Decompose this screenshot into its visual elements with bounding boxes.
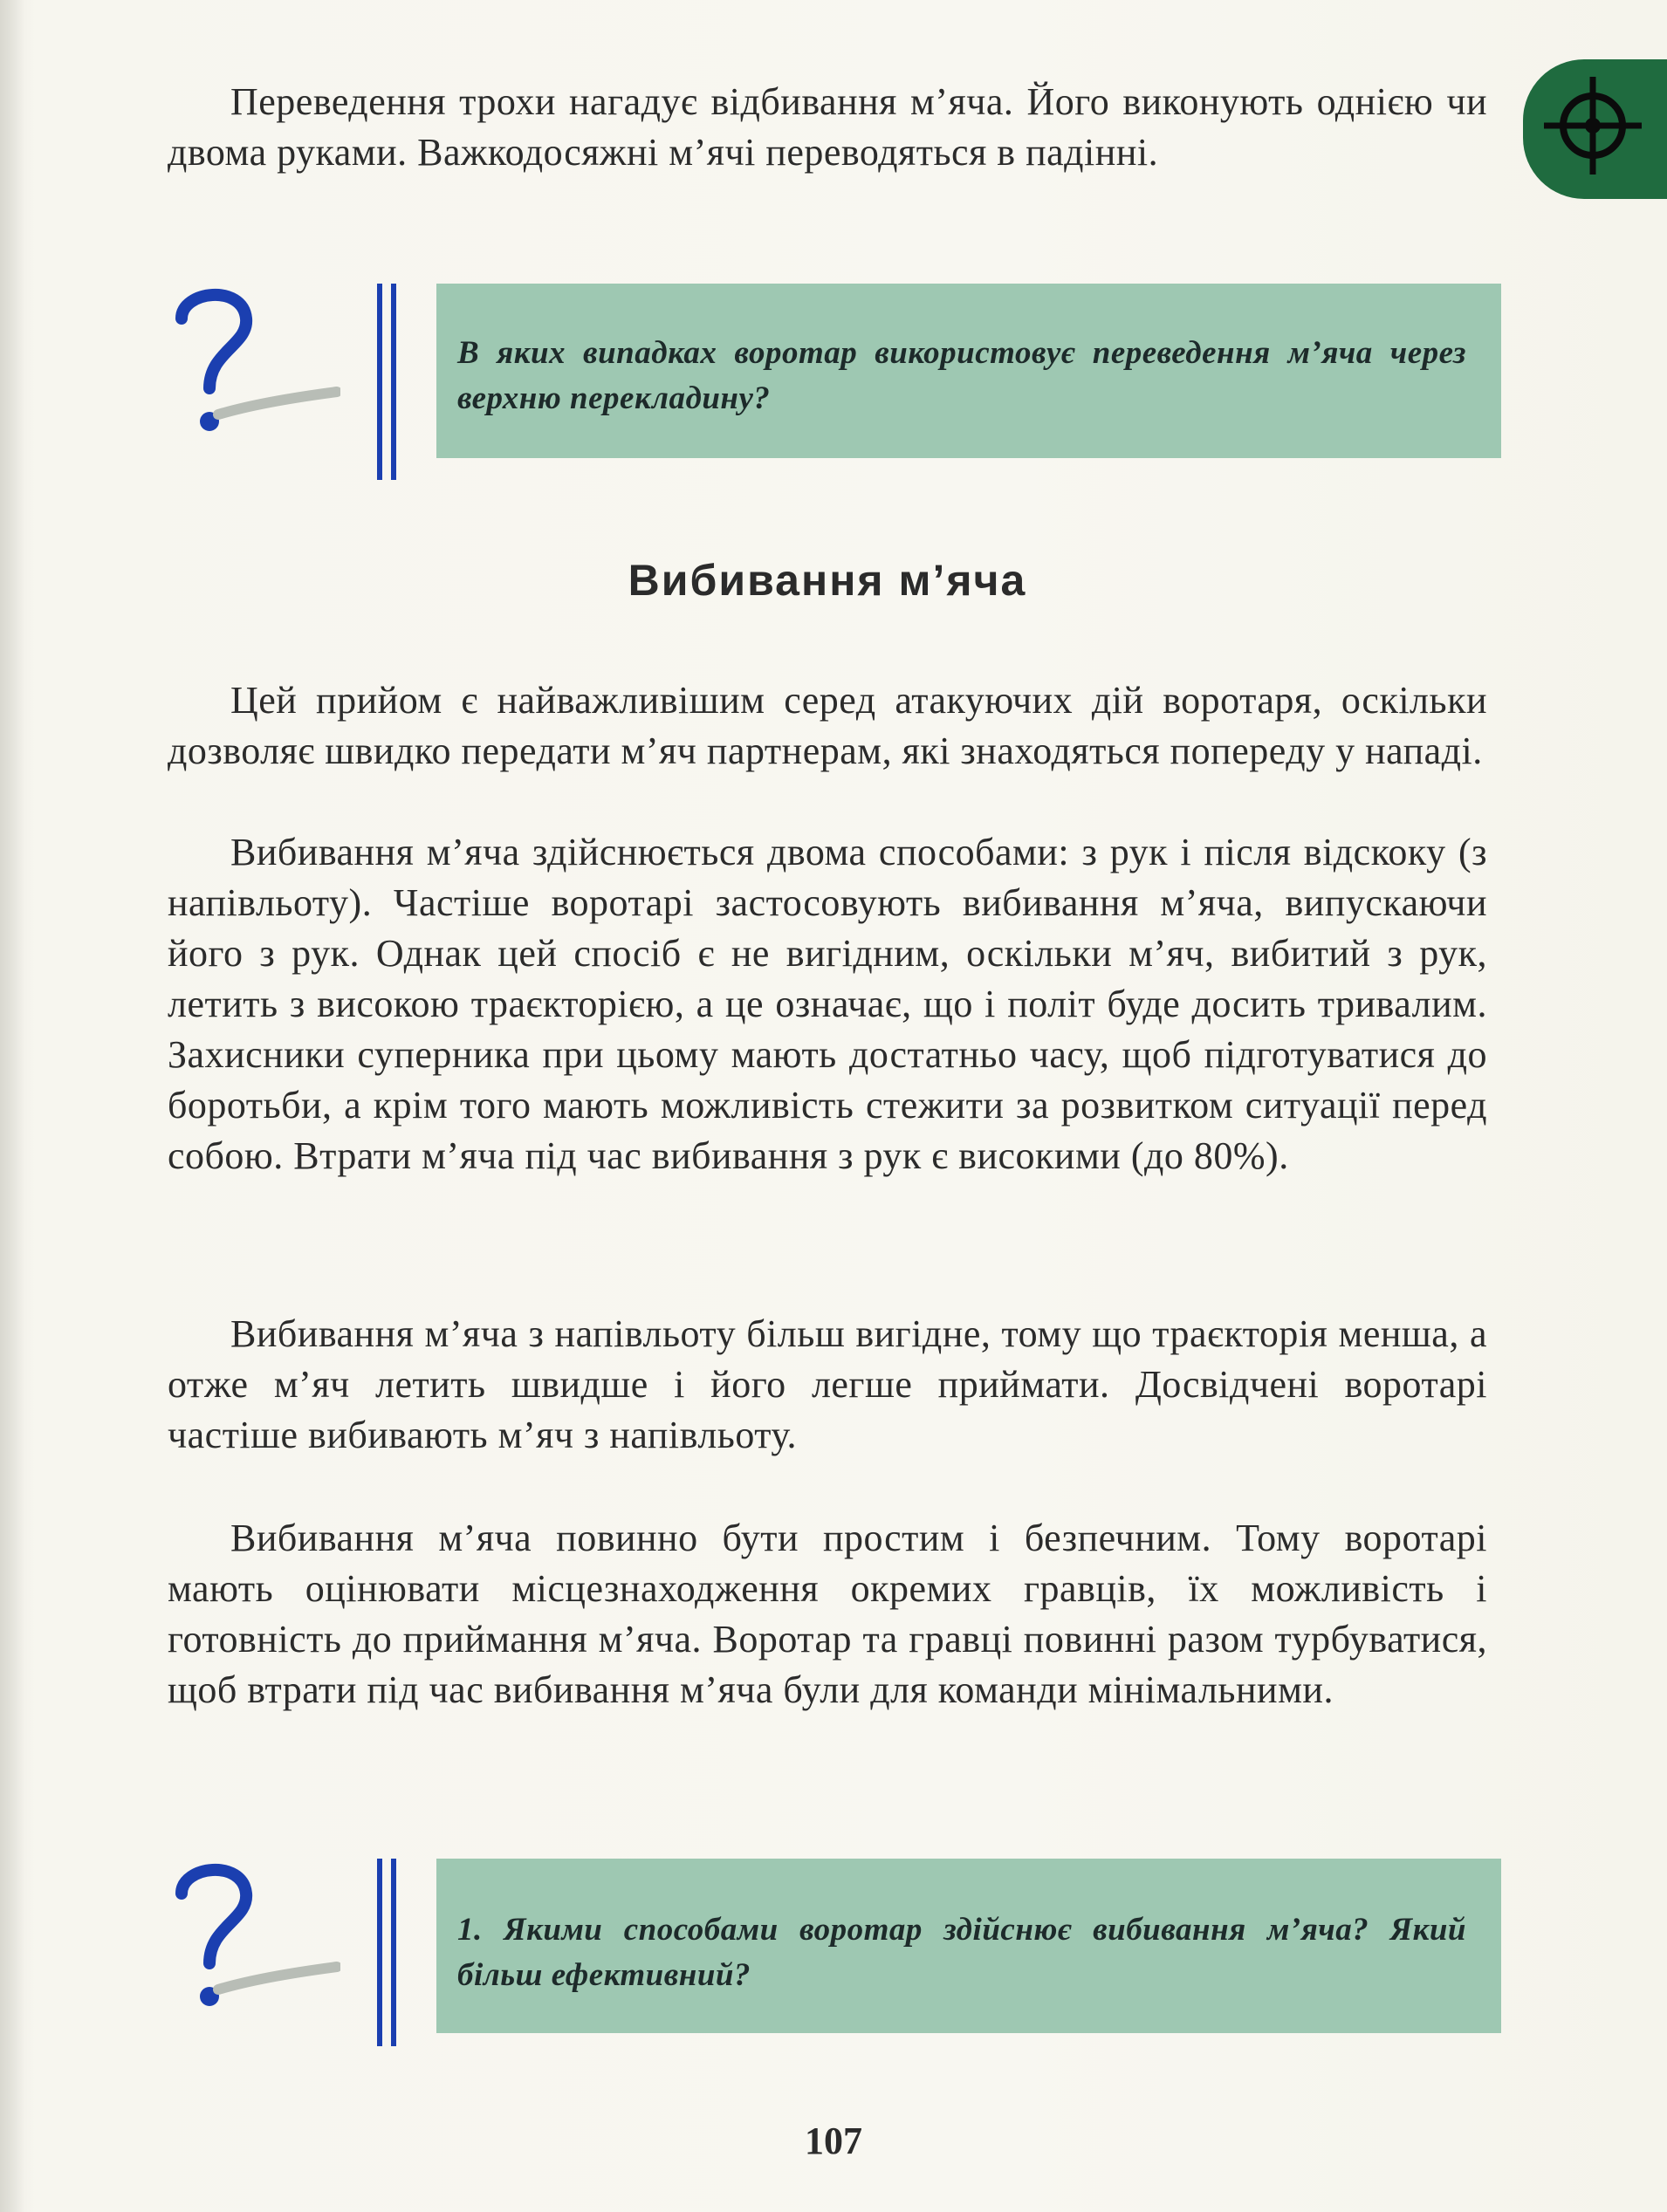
question-text-1: В яких випадках воротар використовує переведення м’яча через верхню перекладину? [457,335,1466,416]
question-block-1 [166,284,1510,480]
corner-section-tab [1523,59,1667,199]
question-box-1 [436,284,1501,458]
body-paragraph-1: Цей прийом є найважливішим серед атакуючих дій воротаря, оскільки дозволяє швидко передати м’яч партнерам, які знаходяться попереду у нападі. [168,679,1487,772]
question-block-2 [166,1859,1510,2046]
binding-shadow [0,0,24,2212]
body-paragraph-2: Вибивання м’яча здійснюється двома способами: з рук і після відскоку (з напівльоту). Частіше воротарі застосовують вибивання м’яча, випускаючи його з рук. Однак цей спосіб є не вигідним, оскільки м’яч, вибитий з рук, летить з високою траєкторією, а це означає, що і політ буде досить тривалим. Захисники суперника при цьому мають достатньо часу, щоб підготуватися до боротьби, а крім того мають можливість стежити за розвитком ситуації перед собою. Втрати м’яча під час вибивання з рук є високими (до 80%). [168,831,1487,1177]
question-text-2: 1. Якими способами воротар здійснює вибивання м’яча? Який більш ефективний? [457,1912,1466,1993]
page-number: 107 [805,2120,862,2162]
question-mark-icon [166,1859,340,2016]
question-box-2 [436,1859,1501,2033]
question-mark-icon [166,284,340,441]
body-paragraph-3: Вибивання м’яча з напівльоту більш вигідне, тому що траєкторія менша, а отже м’яч летить швидше і його легше приймати. Досвідчені воротарі частіше вибивають м’яч з напівльоту. [168,1312,1487,1456]
body-paragraph-4: Вибивання м’яча повинно бути простим і безпечним. Тому воротарі мають оцінювати місцезнаходження окремих гравців, їх можливість і готовність до приймання м’яча. Воротар та гравці повинні разом турбуватися, щоб втрати під час вибивання м’яча були для команди мінімальними. [168,1517,1487,1711]
intro-paragraph: Переведення трохи нагадує відбивання м’яча. Його виконують однією чи двома руками. Важкодосяжні м’ячі переводяться в падінні. [168,80,1487,174]
target-crosshair-icon [1539,72,1652,185]
section-title: Вибивання м’яча [628,556,1027,605]
